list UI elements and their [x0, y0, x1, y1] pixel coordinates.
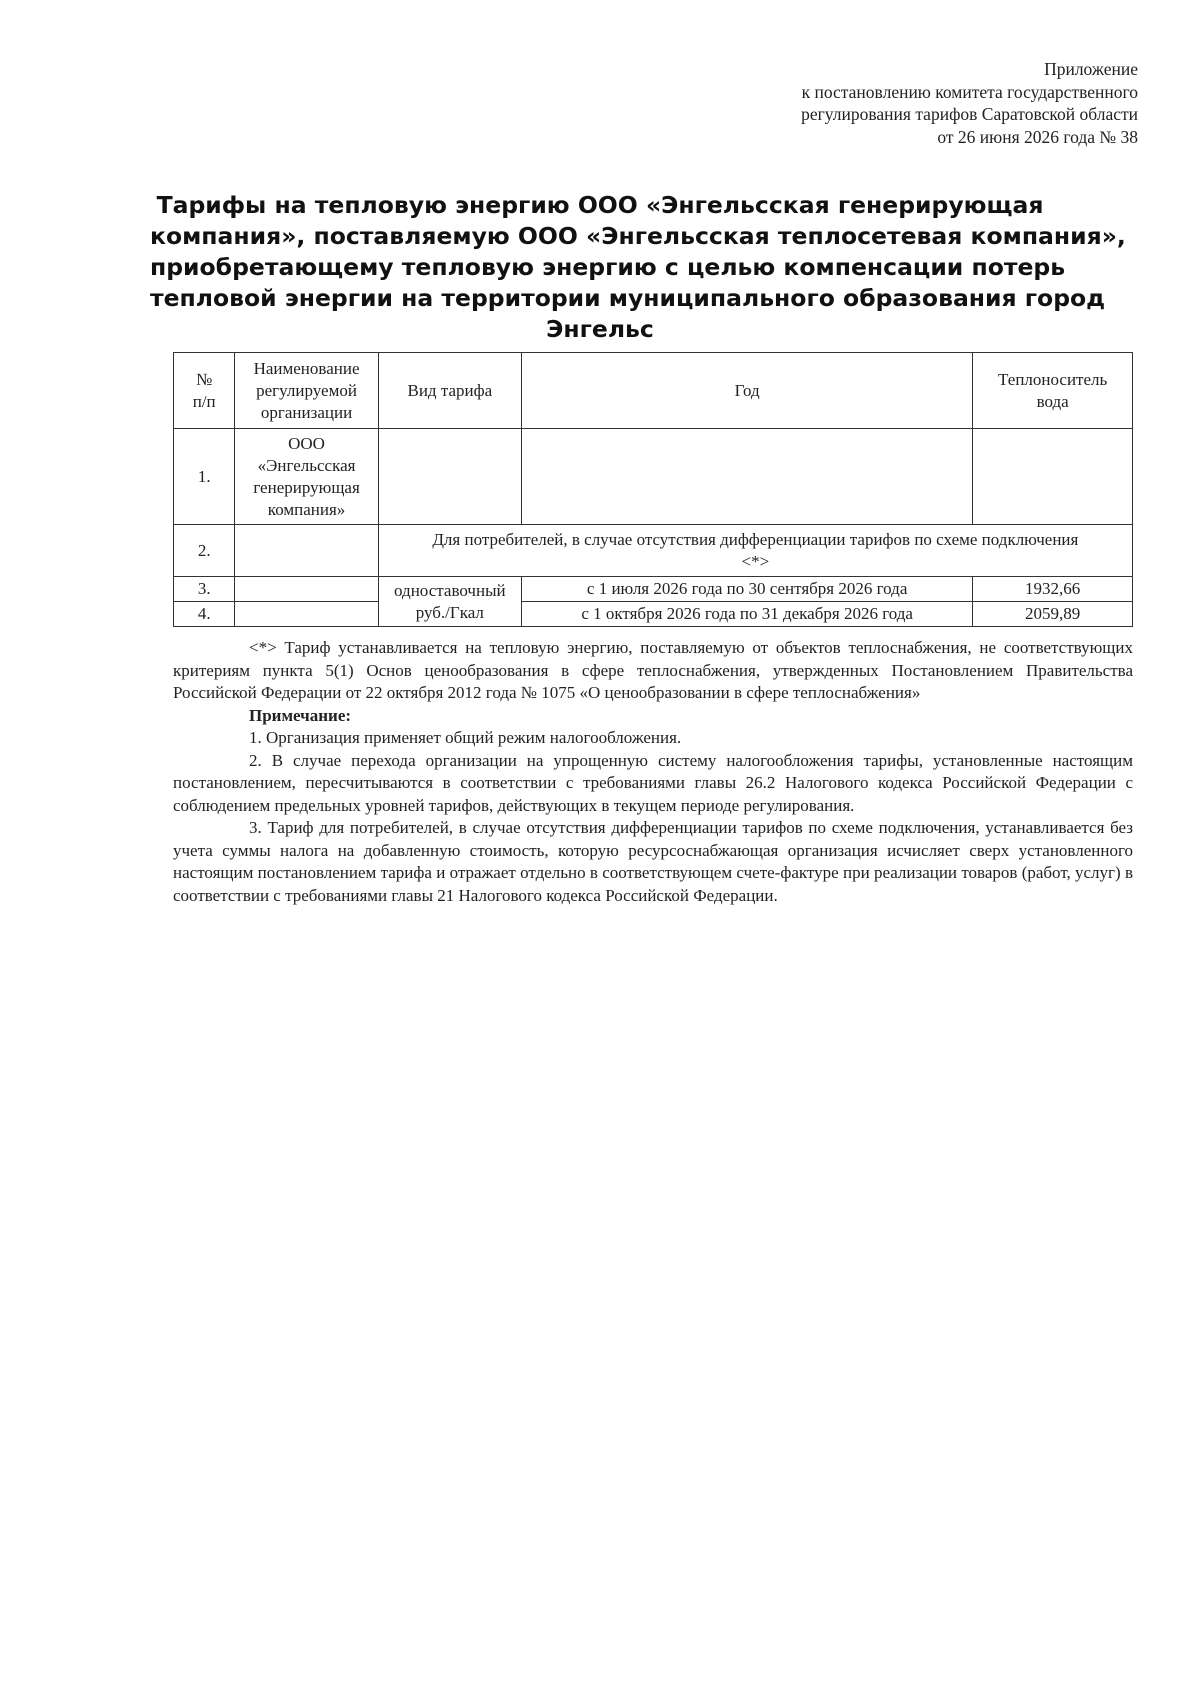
note-1: 1. Организация применяет общий режим налогообложения. — [249, 728, 682, 747]
header-line-2: к постановлению комитета государственного — [801, 81, 1138, 102]
row1-empty-type — [378, 429, 521, 525]
row3-value: 1932,66 — [973, 577, 1133, 602]
table-row — [174, 525, 1133, 577]
header-year: Год — [521, 353, 972, 429]
row4-period: с 1 октября 2026 года по 31 декабря 2026 года — [521, 602, 972, 627]
note-2: 2. В случае перехода организации на упрощенную систему налогообложения тарифы, установленные настоящим постановлением, пересчитываются в соответствии с требованиями главы 26.2 Налогового кодекса Российской Федерации с соблюдением предельных уровней тарифов, действующих в текущем периоде регулирования. — [173, 750, 1133, 815]
title-line-2: компания», поставляемую ООО «Энгельсская теплосетевая компания», — [150, 222, 1126, 250]
title-line-1: Тарифы на тепловую энергию ООО «Энгельсская генерирующая — [156, 191, 1044, 219]
row4-empty-org — [235, 602, 378, 627]
row1-empty-year — [521, 429, 972, 525]
row1-org: ООО «Энгельсская генерирующая компания» — [235, 429, 378, 525]
header-line-3: регулирования тарифов Саратовской области — [801, 104, 1138, 124]
title-line-4: тепловой энергии на территории муниципального образования город — [150, 284, 1106, 312]
row2-num: 2. — [174, 525, 235, 577]
page-title — [150, 190, 1126, 345]
table-row — [174, 602, 1133, 627]
note-3: 3. Тариф для потребителей, в случае отсутствия дифференциации тарифов по схеме подключения, устанавливается без учета суммы налога на добавленную стоимость, которую ресурсоснабжающая организация исчисляет сверх установленного настоящим постановлением тарифа и отражает отдельно в соответствующем счете-фактуре при реализации товаров (работ, услуг) в соответствии с требованиями главы 21 Налогового кодекса Российской Федерации. — [173, 818, 1133, 905]
table-row — [174, 577, 1133, 602]
row4-num: 4. — [174, 602, 235, 627]
table-row — [174, 429, 1133, 525]
header-num: № п/п — [174, 353, 235, 429]
asterisk-note: <*> Тариф устанавливается на тепловую энергию, поставляемую от объектов теплоснабжения, не соответствующих критериям пункта 5(1) Основ ценообразования в сфере теплоснабжения, утвержденных Постановлением Правительства Российской Федерации от 22 октября 2012 года № 1075 «О ценообразовании в сфере теплоснабжения» — [173, 638, 1133, 702]
header-org: Наименование регулируемой организации — [235, 353, 378, 429]
table-header-row — [174, 353, 1133, 429]
row2-empty-org — [235, 525, 378, 577]
row3-tariff-type: одноставочный руб./Гкал — [378, 577, 521, 627]
header-block — [578, 58, 1138, 148]
row1-empty-value — [973, 429, 1133, 525]
row4-value: 2059,89 — [973, 602, 1133, 627]
header-carrier: Теплоноситель вода — [973, 353, 1133, 429]
note-title: Примечание: — [249, 705, 352, 725]
row3-num: 3. — [174, 577, 235, 602]
title-line-3: приобретающему тепловую энергию с целью компенсации потерь — [150, 253, 1066, 281]
header-line-1: Приложение — [1044, 59, 1138, 79]
footnote-block — [173, 637, 1133, 907]
row1-num: 1. — [174, 429, 235, 525]
header-tariff-type: Вид тарифа — [378, 353, 521, 429]
row2-note: Для потребителей, в случае отсутствия дифференциации тарифов по схеме подключения <*> — [378, 525, 1132, 577]
tariff-table — [173, 352, 1133, 627]
title-line-5: Энгельс — [546, 315, 654, 343]
row3-empty-org — [235, 577, 378, 602]
header-line-4: от 26 июня 2026 года № 38 — [937, 126, 1138, 147]
row3-period: с 1 июля 2026 года по 30 сентября 2026 года — [521, 577, 972, 602]
